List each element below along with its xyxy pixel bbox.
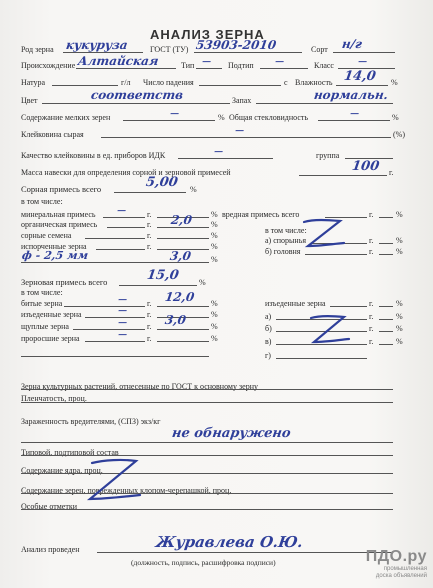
broken-line <box>64 306 145 307</box>
eaten-unit: % <box>211 310 218 319</box>
bug-label: Содержание зерен, поврежденных клопом-черепашкой, проц. <box>21 486 232 495</box>
kernel-label: Содержание ядра, проц. <box>21 466 103 475</box>
grain-a-g: г. <box>369 312 374 321</box>
mineral-g: г. <box>147 210 152 219</box>
watermark-site: ПДО.ру <box>365 548 427 565</box>
gluten-value: — <box>234 126 245 136</box>
eaten2-label: изъеденные зерна <box>265 299 326 308</box>
kernel-line <box>21 473 393 474</box>
broken-g: г. <box>147 299 152 308</box>
watermark-line1: промышленная <box>383 566 427 572</box>
grain-b-unit: % <box>396 324 403 333</box>
gost-label: ГОСТ (ТУ) <box>150 45 189 54</box>
grain-extra-line <box>21 356 209 357</box>
z-strike-mark-weed <box>300 216 350 252</box>
smut-line <box>305 254 367 255</box>
mineral-line <box>103 217 145 218</box>
shriv-line <box>73 329 145 330</box>
eaten2-line <box>330 306 367 307</box>
subtype-label: Подтип <box>228 61 254 70</box>
typical-line <box>21 455 393 456</box>
class-label: Класс <box>314 61 334 70</box>
sprout-label: проросшие зерна <box>21 334 80 343</box>
fall-line <box>199 85 281 86</box>
fall-label: Число падения <box>143 78 194 87</box>
eaten2-g: г. <box>369 299 374 308</box>
grain-v-pct-line <box>379 344 393 345</box>
natura-line <box>52 85 118 86</box>
weed-including: в том числе: <box>21 197 63 206</box>
z-strike-mark-lower <box>84 455 146 507</box>
smell-value: нормальн. <box>313 88 389 102</box>
origin-value: Алтайская <box>77 54 160 68</box>
notes-line <box>21 509 393 510</box>
grain-total-line <box>119 285 197 286</box>
organic-g: г. <box>147 220 152 229</box>
grain-a-label: а) <box>265 312 272 321</box>
weeds-unit: % <box>211 231 218 240</box>
moisture-value: 14,0 <box>342 69 377 84</box>
shriv-g: г. <box>147 322 152 331</box>
grain-total-unit: % <box>199 278 206 287</box>
gluten-label: Клейковина сырая <box>21 130 84 139</box>
mass-line <box>299 175 387 176</box>
smell-line <box>256 103 393 104</box>
mineral-label: минеральная примесь <box>21 210 96 219</box>
glassy-unit: % <box>392 113 399 122</box>
sieve-unit: % <box>211 255 218 264</box>
type-value: — <box>201 57 212 67</box>
ergot-g: г. <box>369 236 374 245</box>
mineral-value: — <box>116 206 127 216</box>
weeds-g: г. <box>147 231 152 240</box>
moisture-label: Влажность <box>295 78 333 87</box>
grain-a-pct-line <box>379 319 393 320</box>
spoiled-line <box>96 249 145 250</box>
weeds-pct-line <box>157 238 209 239</box>
organic-value: 2,0 <box>170 213 193 227</box>
organic-pct-line <box>157 227 209 228</box>
grain-v-label: в) <box>265 337 272 346</box>
smut-pct-line <box>379 254 393 255</box>
infest-line <box>21 442 393 443</box>
fines-value: — <box>169 109 180 119</box>
ergot-pct-line <box>379 243 393 244</box>
analyst-line <box>97 552 393 553</box>
analyst-value: Журавлева О.Ю. <box>154 533 305 551</box>
weed-total-value: 5,00 <box>144 175 179 190</box>
quality-label: Качество клейковины в ед. приборов ИДК <box>21 151 166 160</box>
sprout-unit: % <box>211 334 218 343</box>
smut-label: б) головня <box>265 247 301 256</box>
sprout-pct-line <box>157 341 209 342</box>
grain-total-value: 15,0 <box>145 268 180 283</box>
shriv-value: 3,0 <box>164 313 187 327</box>
broken-unit: % <box>211 299 218 308</box>
sprout-line <box>85 341 145 342</box>
fall-unit: с <box>284 78 288 87</box>
grain-including: в том числе: <box>21 288 63 297</box>
glassy-line <box>318 120 390 121</box>
gost-line <box>194 52 302 53</box>
type-line <box>196 68 222 69</box>
shriv-label: щуплые зерна <box>21 322 69 331</box>
type-label: Тип <box>181 61 195 70</box>
grain-a-unit: % <box>396 312 403 321</box>
natura-label: Натура <box>21 78 46 87</box>
infest-value: не обнаружено <box>170 426 292 441</box>
eaten2-unit: % <box>396 299 403 308</box>
z-strike-mark-grain <box>308 312 352 348</box>
eaten-label: изъеденные зерна <box>21 310 82 319</box>
film-line <box>21 402 393 403</box>
group-label: группа <box>316 151 340 160</box>
broken-label: битые зерна <box>21 299 63 308</box>
grain-total-label: Зерновая примесь всего <box>21 277 108 287</box>
glassy-label: Общая стекловидность <box>229 113 309 122</box>
crop-value: кукуруза <box>65 38 129 52</box>
notes-label: Особые отметки <box>21 502 77 511</box>
ergot-label: а) спорынья <box>265 236 307 245</box>
harmful-label: вредная примесь всего <box>222 210 300 219</box>
quality-value: — <box>213 147 224 157</box>
watermark-line2: доска объявлений <box>375 573 427 579</box>
ergot-unit: % <box>396 236 403 245</box>
grain-b-label: б) <box>265 324 272 333</box>
sieve-value: ф - 2,5 мм <box>21 249 89 262</box>
grade-label: Сорт <box>311 45 328 54</box>
weed-total-label: Сорная примесь всего <box>21 184 102 194</box>
film-label: Пленчатость, проц. <box>21 394 87 403</box>
color-line <box>42 103 230 104</box>
sign-caption: (должность, подпись, расшифровка подписи) <box>131 558 276 567</box>
broken-value: 12,0 <box>164 290 196 304</box>
mineral-unit: % <box>211 210 218 219</box>
weeds-label: сорные семена <box>21 231 72 240</box>
smell-label: Запах <box>232 96 252 105</box>
harmful-g: г. <box>369 210 374 219</box>
eaten-g: г. <box>147 310 152 319</box>
watermark <box>366 548 427 580</box>
organic-unit: % <box>211 220 218 229</box>
gluten-line <box>101 137 391 138</box>
shriv-unit: % <box>211 322 218 331</box>
shriv-pct-line <box>157 329 209 330</box>
smut-unit: % <box>396 247 403 256</box>
grain-b-pct-line <box>379 331 393 332</box>
quality-line <box>178 158 273 159</box>
spoiled-g: г. <box>147 242 152 251</box>
color-label: Цвет <box>21 96 38 105</box>
analyst-label: Анализ проведен <box>21 545 80 554</box>
harmful-including: в том числе: <box>265 226 307 235</box>
smut-g: г. <box>369 247 374 256</box>
grade-value: н/г <box>341 37 363 51</box>
grain-g-line <box>276 358 367 359</box>
natura-unit: г/л <box>121 78 131 87</box>
mass-label: Масса навески для определения сорной и зерновой примесей <box>21 168 231 177</box>
fines-label: Содержание мелких зерен <box>21 113 111 122</box>
moisture-line <box>336 85 388 86</box>
sprout-dash: — <box>117 330 128 340</box>
grain-v-g: г. <box>369 337 374 346</box>
subtype-line <box>260 68 308 69</box>
sprout-g: г. <box>147 334 152 343</box>
form-title: АНАЛИЗ ЗЕРНА <box>150 27 265 42</box>
spoiled-label: испорченные зерна <box>21 242 87 251</box>
crop-line <box>63 52 143 53</box>
broken-dash: — <box>117 295 128 305</box>
fines-line <box>123 120 215 121</box>
bug-line <box>21 493 393 494</box>
grain-v-unit: % <box>396 337 403 346</box>
weed-total-line <box>114 192 186 193</box>
eaten2-pct-line <box>379 306 393 307</box>
sieve-amount: 3,0 <box>169 249 192 263</box>
weed-total-unit: % <box>190 185 197 194</box>
grade-line <box>333 52 395 53</box>
origin-label: Происхождение <box>21 61 76 70</box>
gluten-unit: (%) <box>393 130 405 139</box>
grain-g-label: г) <box>265 351 271 360</box>
eaten-dash: — <box>117 306 128 316</box>
organic-line <box>107 227 145 228</box>
typical-label: Типовой, подтиповой состав <box>21 448 119 457</box>
weeds-line <box>85 238 145 239</box>
crop-label: Род зерна <box>21 45 54 54</box>
broken-pct-line <box>157 306 209 307</box>
cultured-line <box>21 389 393 390</box>
eaten-line <box>85 317 145 318</box>
color-value: соответств <box>90 88 185 102</box>
subtype-value: — <box>274 57 285 67</box>
grain-b-g: г. <box>369 324 374 333</box>
gost-value: 53903-2010 <box>195 38 278 52</box>
mass-value: 100 <box>350 159 381 174</box>
origin-line <box>76 68 176 69</box>
moisture-unit: % <box>391 78 398 87</box>
organic-label: органическая примесь <box>21 220 98 229</box>
cultured-label: Зерна культурных растений, отнесенные по ГОСТ к основному зерну <box>21 382 258 391</box>
spoiled-unit: % <box>211 242 218 251</box>
mass-unit: г. <box>389 168 394 177</box>
harmful-unit: % <box>396 210 403 219</box>
fines-unit: % <box>218 113 225 122</box>
glassy-value: — <box>349 109 360 119</box>
harmful-pct-line <box>379 217 393 218</box>
shriv-dash: — <box>117 318 128 328</box>
infest-label: Зараженность вредителями, (СПЗ) экз/кг <box>21 417 161 426</box>
class-value: — <box>357 57 368 67</box>
